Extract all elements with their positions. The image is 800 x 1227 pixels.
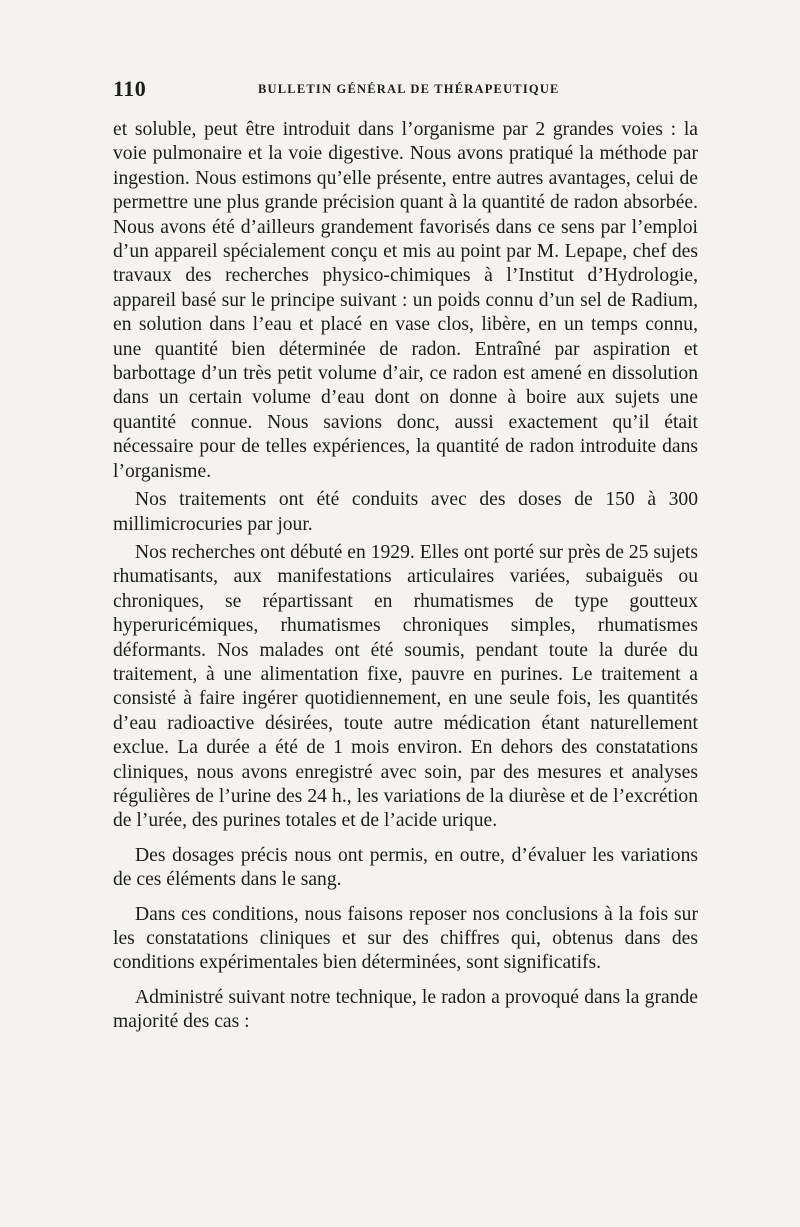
paragraph-conclusions: Dans ces conditions, nous faisons reposer nos conclusions à la fois sur les constatations cliniques et sur des chiffres qui, obtenus dans des conditions expérimentales bien déterminées, sont significatifs. [113, 903, 698, 974]
paragraph-research: Nos recherches ont débuté en 1929. Elles ont porté sur près de 25 sujets rhumatisants, aux manifestations articulaires variées, subaiguës ou chroniques, se répartissant en rhumatismes de type goutteux hyperuricémiques, rhumatismes chroniques simples, rhumatismes déformants. Nos malades ont été soumis, pendant toute la durée du traitement, à une alimentation fixe, pauvre en purines. Le traitement a consisté à faire ingérer quotidiennement, en une seule fois, les quantités d’eau radioactive désirées, toute autre médication étant naturellement exclue. La durée a été de 1 mois environ. En dehors des constatations cliniques, nous avons enregistré avec soin, par des mesures et analyses régulières de l’urine des 24 h., les variations de la diurèse et de l’excrétion de l’urée, des purines totales et de l’acide urique. [113, 541, 698, 832]
paragraph-continuation: et soluble, peut être introduit dans l’organisme par 2 grandes voies : la voie pulmonaire et la voie digestive. Nous avons pratiqué la méthode par ingestion. Nous estimons qu’elle présente, entre autres avantages, celui de permettre une plus grande précision quant à la quantité de radon absorbée. Nous avons été d’ailleurs grandement favorisés dans ce sens par l’emploi d’un appareil spécialement conçu et mis au point par M. Lepape, chef des travaux des recherches physico-chimiques à l’Institut d’Hydrologie, appareil basé sur le principe suivant : un poids connu d’un sel de Radium, en solution dans l’eau et placé en vase clos, libère, en un temps connu, une quantité bien déterminée de radon. Entraîné par aspiration et barbottage d’un très petit volume d’air, ce radon est amené en dissolution dans un certain volume d’eau dont on donne à boire aux sujets une quantité connue. Nous savions donc, aussi exactement qu’il était nécessaire pour de telles expériences, la quantité de radon introduite dans l’organisme. [113, 119, 698, 482]
running-head: BULLETIN GÉNÉRAL DE THÉRAPEUTIQUE [258, 82, 560, 96]
paragraph-doses: Nos traitements ont été conduits avec des doses de 150 à 300 millimicrocuries par jour. [113, 489, 698, 535]
body-text [113, 118, 698, 1035]
page-number: 110 [113, 76, 147, 101]
paragraph-radon-effects: Administré suivant notre technique, le radon a provoqué dans la grande majorité des cas : [113, 986, 698, 1033]
paragraph-dosages: Des dosages précis nous ont permis, en outre, d’évaluer les variations de ces éléments dans le sang. [113, 844, 698, 891]
page-header [113, 76, 698, 100]
